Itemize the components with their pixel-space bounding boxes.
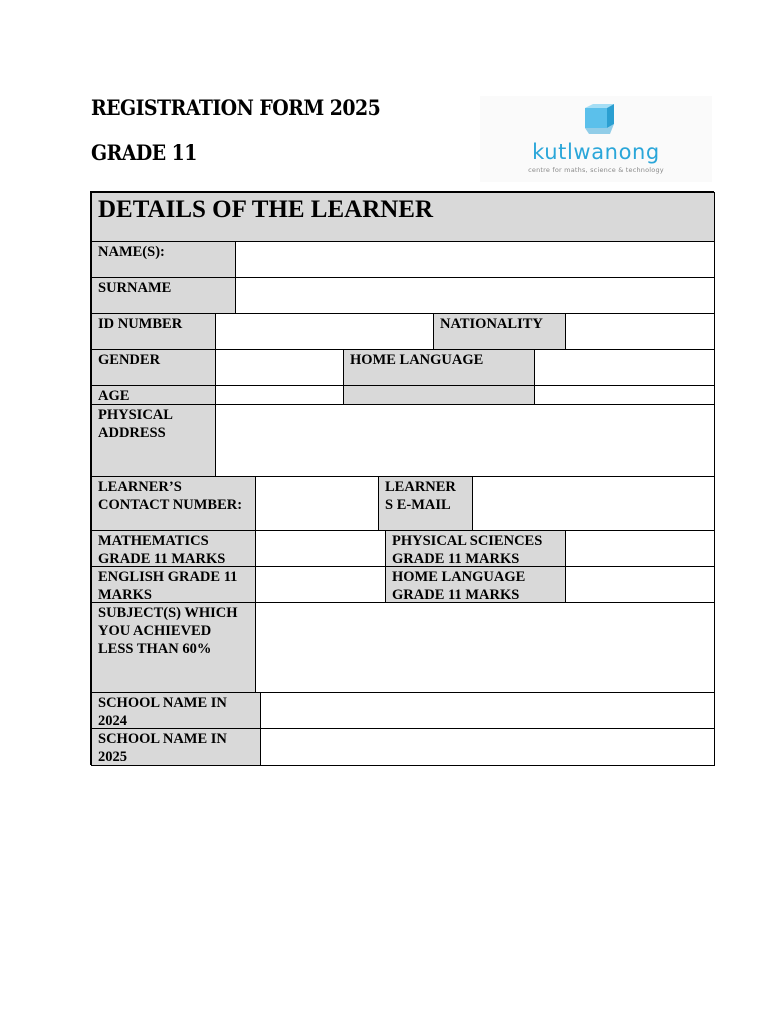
nationality-label: NATIONALITY bbox=[433, 313, 566, 350]
id-number-label: ID NUMBER bbox=[91, 313, 216, 350]
school-2024-field[interactable] bbox=[260, 692, 715, 729]
school-2025-label: SCHOOL NAME IN 2025 bbox=[91, 728, 261, 766]
email-label: LEARNER S E-MAIL bbox=[378, 476, 473, 531]
school-2024-label: SCHOOL NAME IN 2024 bbox=[91, 692, 261, 729]
gender-label: GENDER bbox=[91, 349, 216, 386]
section-title: DETAILS OF THE LEARNER bbox=[91, 192, 715, 242]
physical-address-field[interactable] bbox=[215, 404, 715, 477]
subjects-below-60-label: SUBJECT(S) WHICH YOU ACHIEVED LESS THAN 60% bbox=[91, 602, 256, 693]
age-row-shaded-cell bbox=[343, 385, 535, 405]
home-language-field[interactable] bbox=[534, 349, 715, 386]
email-field[interactable] bbox=[472, 476, 715, 531]
grade-heading: GRADE 11 bbox=[91, 140, 197, 165]
maths-marks-label: MATHEMATICS GRADE 11 MARKS bbox=[91, 530, 256, 567]
names-label: NAME(S): bbox=[91, 241, 236, 278]
age-label: AGE bbox=[91, 385, 216, 405]
home-language-marks-field[interactable] bbox=[565, 566, 715, 603]
physical-address-label: PHYSICAL ADDRESS bbox=[91, 404, 216, 477]
learner-details-form bbox=[90, 191, 714, 765]
contact-number-label: LEARNER’S CONTACT NUMBER: bbox=[91, 476, 256, 531]
kutlwanong-logo bbox=[480, 96, 712, 182]
id-number-field[interactable] bbox=[215, 313, 434, 350]
physical-sciences-marks-field[interactable] bbox=[565, 530, 715, 567]
age-row-empty-cell[interactable] bbox=[534, 385, 715, 405]
school-2025-field[interactable] bbox=[260, 728, 715, 766]
english-marks-field[interactable] bbox=[255, 566, 386, 603]
english-marks-label: ENGLISH GRADE 11 MARKS bbox=[91, 566, 256, 603]
physical-sciences-marks-label: PHYSICAL SCIENCES GRADE 11 MARKS bbox=[385, 530, 566, 567]
form-title: REGISTRATION FORM 2025 bbox=[91, 95, 381, 120]
logo-wordmark: kutlwanong bbox=[532, 140, 660, 164]
age-field[interactable] bbox=[215, 385, 344, 405]
names-field[interactable] bbox=[235, 241, 715, 278]
maths-marks-field[interactable] bbox=[255, 530, 386, 567]
surname-label: SURNAME bbox=[91, 277, 236, 314]
logo-tagline: centre for maths, science & technology bbox=[528, 166, 664, 174]
nationality-field[interactable] bbox=[565, 313, 715, 350]
home-language-marks-label: HOME LANGUAGE GRADE 11 MARKS bbox=[385, 566, 566, 603]
cube-icon bbox=[556, 104, 636, 140]
surname-field[interactable] bbox=[235, 277, 715, 314]
subjects-below-60-field[interactable] bbox=[255, 602, 715, 693]
contact-number-field[interactable] bbox=[255, 476, 379, 531]
gender-field[interactable] bbox=[215, 349, 344, 386]
home-language-label: HOME LANGUAGE bbox=[343, 349, 535, 386]
